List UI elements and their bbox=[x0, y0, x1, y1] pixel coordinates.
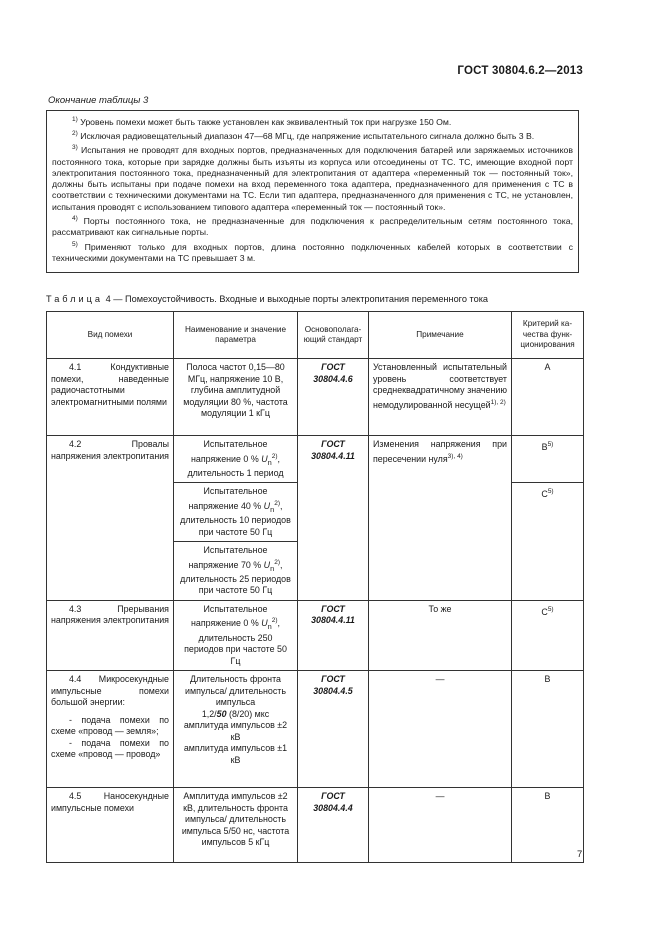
header-standard: Основополага-ющий стандарт bbox=[298, 312, 369, 359]
table-row: 4.5 Наносекундные импульсные помехи Амплитуда импульсов ±2 кВ, длительность фронта импульса/ длительность импульса 5/50 нс, частота импульсов 5 кГц ГОСТ 30804.4.4 — В bbox=[47, 788, 584, 863]
table-continuation-label: Окончание таблицы 3 bbox=[48, 95, 149, 106]
note-3: $^{3)}$ Испытания не проводят для входных портов, предназначенных для подключения батарей или заряжаемых источников постоянного тока, которые при зарядке должны быть изъяты из корпуса или отсоединены от ТС. ТС, имеющие входной порт электропитания постоянного тока, предназначенный для электропитания от адаптера «переменный ток — постоянный ток», должны быть испытаны при подаче помехи на вход переменного тока адаптера, предназначенного для применения с ТС в соответствии с техническими документами на ТС. Если тип адаптера, предназначенного для применения с ТС, не установлен, испытания проводят с использованием типового адаптера «переменный ток — постоянный ток». bbox=[52, 144, 573, 212]
header-criterion: Критерий ка-чества функ-ционирования bbox=[512, 312, 584, 359]
table-row: 4.1 Кондуктивные помехи, наведенные радиочастотными электромагнитными полями Полоса частот 0,15—80 МГц, напряжение 10 В, глубина амплитудной модуляции 80 %, частота модуляции 1 кГц ГОСТ 30804.4.6 Установленный испытательный уровень соответствует среднеквадратичному значению немодулированной несущей$^{1), 2)}$ А bbox=[47, 359, 584, 436]
header-parameter: Наименование и значение параметра bbox=[174, 312, 298, 359]
document-header: ГОСТ 30804.6.2—2013 bbox=[457, 65, 583, 77]
table-header-row bbox=[47, 312, 584, 359]
table-row: Испытательное напряжение 70 % $U_n^{2)}$, длительность 25 периодов при частоте 50 Гц bbox=[47, 542, 584, 601]
page-number: 7 bbox=[577, 849, 583, 860]
table-row: 4.4 Микросекундные импульсные помехи большой энергии: - подача помехи по схеме «провод — земля»; - подача помехи по схеме «провод — провод» Длительность фронта импульса/ длительность импульса 1,2/50 (8/20) мкс амплитуда импульсов ±2 кВ амплитуда импульсов ±1 кВ ГОСТ 30804.4.5 — В bbox=[47, 671, 584, 788]
header-disturbance-type: Вид помехи bbox=[47, 312, 174, 359]
table-row: 4.3 Прерывания напряжения электропитания Испытательное напряжение 0 % $U_n^{2)}$, длительность 250 периодов при частоте 50 Гц ГОСТ 30804.4.11 То же $С^{5)}$ bbox=[47, 600, 584, 670]
note-4: $^{4)}$ Порты постоянного тока, не предназначенные для подключения к распределительным сетям постоянного тока, рассматривают как сигнальные порты. bbox=[52, 215, 573, 238]
notes-box bbox=[46, 110, 579, 273]
table-caption: Таблица 4 — Помехоустойчивость. Входные и выходные порты электропитания переменного тока bbox=[46, 294, 489, 304]
immunity-table bbox=[46, 311, 584, 863]
note-5: $^{5)}$ Применяют только для входных портов, длина постоянно подключенных кабелей которых в соответствии с техническими документами на ТС превышает 3 м. bbox=[52, 240, 574, 263]
table-row: 4.2 Провалы напряжения электропитания Испытательное напряжение 0 % $U_n^{2)}$, длительность 1 период ГОСТ 30804.4.11 Изменения напряжения при пересечении нуля$^{3), 4)}$ $В^{5)}$ bbox=[47, 436, 584, 483]
table-row: Испытательное напряжение 40 % $U_n^{2)}$, длительность 10 периодов при частоте 50 Гц $С^{5)}$ bbox=[47, 483, 584, 542]
header-note: Примечание bbox=[369, 312, 512, 359]
note-2: $^{2)}$ Исключая радиовещательный диапазон 47—68 МГц, где напряжение испытательного сигнала должно быть 3 В. bbox=[72, 130, 535, 142]
note-1: $^{1)}$ Уровень помехи может быть также установлен как эквивалентный ток при нагрузке 150 Ом. bbox=[72, 116, 452, 127]
